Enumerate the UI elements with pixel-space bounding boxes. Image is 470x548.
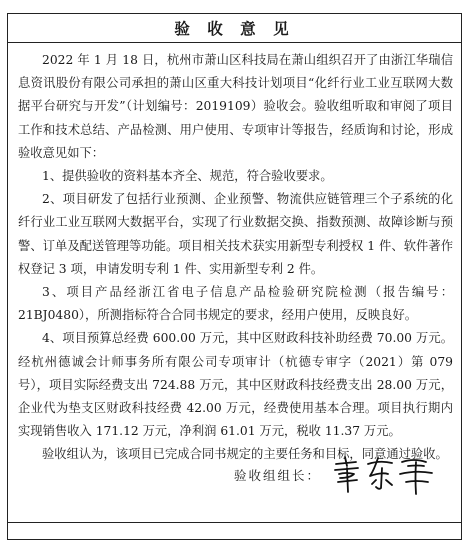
paragraph-intro: 2022 年 1 月 18 日，杭州市萧山区科技局在萧山组织召开了由浙江华瑞信息资讯股份有限公司承担的萧山区重大科技计划项目“化纤行业工业互联网大数据平台研究与开发”（计划编号：2019109）验收会。验收组听取和审阅了项目工作和技术总结、产品检测、用户使用、专项审计等报告，经质询和讨论，形成验收意见如下： — [18, 53, 453, 160]
paragraph-item-2: 2、项目研发了包括行业预测、企业预警、物流供应链管理三个子系统的化纤行业工业互联网大数据平台，实现了行业数据交换、指数预测、故障诊断与预警、订单及配送管理等功能。项目相关技术获实用新型专利授权 1 件、软件著作权登记 3 项，申请发明专利 1 件、实用新型专利 2 件。 — [18, 192, 453, 276]
handwritten-signature — [330, 454, 440, 496]
title-bar — [8, 14, 461, 43]
bottom-rule — [8, 522, 461, 523]
signature-row — [8, 454, 461, 494]
paragraph-item-4: 4、项目预算总经费 600.00 万元，其中区财政科技补助经费 70.00 万元。经杭州德诚会计师事务所有限公司专项审计（杭德专审字（2021）第 079 号），项目实际经费支出 724.88 万元，其中区财政科技经费支出 28.00 万元，企业代为垫支区财政科技经费 42.00 万元，经费使用基本合理。项目执行期内实现销售收入 171.12 万元，净利润 61.01 万元，税收 11.37 万元。 — [18, 331, 453, 439]
document-body — [8, 43, 461, 467]
acceptance-opinion-form — [7, 13, 462, 540]
signature-label: 验收组组长： — [234, 468, 322, 483]
paragraph-conclusion: 验收组认为，该项目已完成合同书规定的主要任务和目标，同意通过验收。 — [42, 447, 448, 462]
paragraph-item-3: 3、项目产品经浙江省电子信息产品检验研究院检测（报告编号：21BJ0480），所测指标符合合同书规定的要求，经用户使用，反映良好。 — [18, 285, 453, 323]
paragraph-item-1: 1、提供验收的资料基本齐全、规范，符合验收要求。 — [42, 169, 333, 184]
document-title: 验 收 意 见 — [174, 19, 295, 38]
